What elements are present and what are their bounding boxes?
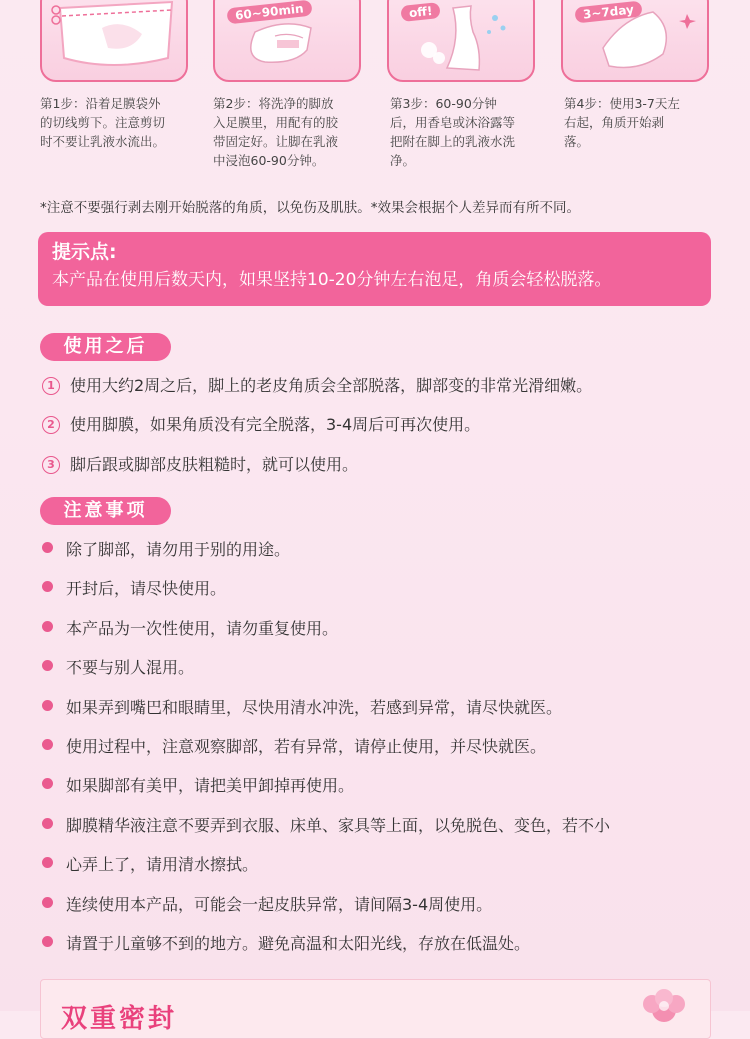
after-use-item (42, 374, 732, 398)
step-4-line: 第4步：使用3-7天左 (564, 96, 680, 111)
double-seal-title: 双重密封 (61, 1004, 178, 1034)
caution-item (42, 656, 732, 680)
tip-title: 提示点: (52, 241, 117, 263)
disclaimer-note: *注意不要强行剥去刚开始脱落的角质，以免伤及肌肤。*效果会根据个人差异而有所不同。 (40, 200, 580, 216)
bullet-dot-icon (42, 936, 53, 947)
caution-text: 除了脚部，请勿用于别的用途。 (66, 540, 291, 559)
step-3-illustration (387, 0, 535, 82)
caution-item (42, 774, 732, 798)
step-4-tag: 3~7day (574, 1, 642, 24)
number-badge: 2 (42, 416, 60, 434)
step-1-line: 的切线剪下。注意剪切 (40, 115, 166, 130)
caution-item (42, 577, 732, 601)
step-3-line: 第3步：60-90分钟 (390, 96, 497, 111)
after-use-header: 使用之后 (40, 333, 171, 361)
foot-in-mask-icon (215, 0, 363, 84)
bullet-dot-icon (42, 700, 53, 711)
caution-item (42, 853, 732, 877)
caution-item (42, 932, 732, 956)
caution-text: 不要与别人混用。 (66, 658, 195, 677)
tip-body: 本产品在使用后数天内，如果坚持10-20分钟左右泡足，角质会轻松脱落。 (52, 270, 612, 290)
step-3-line: 净。 (390, 153, 416, 168)
bullet-dot-icon (42, 897, 53, 908)
caution-text: 连续使用本产品，可能会一起皮肤异常，请间隔3-4周使用。 (66, 895, 493, 914)
step-2-text (213, 94, 363, 170)
usage-steps (0, 0, 750, 180)
step-3-line: 把附在脚上的乳液水洗 (390, 134, 516, 149)
after-use-item (42, 413, 732, 437)
step-2-tag: 60~90min (226, 0, 312, 24)
bullet-dot-icon (42, 818, 53, 829)
bullet-dot-icon (42, 857, 53, 868)
step-4-illustration (561, 0, 709, 82)
after-use-item-text: 使用脚膜，如果角质没有完全脱落，3-4周后可再次使用。 (70, 415, 481, 434)
washing-feet-icon (389, 0, 537, 84)
caution-text: 心弄上了，请用清水擦拭。 (66, 855, 259, 874)
step-3-text (390, 94, 540, 170)
caution-text: 开封后，请尽快使用。 (66, 579, 227, 598)
step-2-illustration (213, 0, 361, 82)
step-4-line: 落。 (564, 134, 590, 149)
step-1-illustration (40, 0, 188, 82)
bullet-dot-icon (42, 542, 53, 553)
step-1-line: 第1步：沿着足膜袋外 (40, 96, 161, 111)
number-badge: 3 (42, 456, 60, 474)
step-2-line: 带固定好。让脚在乳液 (213, 134, 339, 149)
caution-item (42, 814, 732, 838)
caution-item (42, 735, 732, 759)
cautions-header: 注意事项 (40, 497, 171, 525)
bullet-dot-icon (42, 621, 53, 632)
after-use-item (42, 453, 732, 477)
step-1-text (40, 94, 190, 151)
step-2-line: 入足膜里，用配有的胶 (213, 115, 339, 130)
caution-text: 脚膜精华液注意不要弄到衣服、床单、家具等上面，以免脱色、变色，若不小 (66, 816, 611, 835)
caution-text: 如果脚部有美甲，请把美甲卸掉再使用。 (66, 776, 355, 795)
bullet-dot-icon (42, 739, 53, 750)
step-2-line: 中浸泡60-90分钟。 (213, 153, 325, 168)
caution-text: 使用过程中，注意观察脚部，若有异常，请停止使用，并尽快就医。 (66, 737, 547, 756)
step-4-text (564, 94, 714, 151)
step-4-line: 右起，角质开始剥 (564, 115, 665, 130)
step-3-line: 后，用香皂或沐浴露等 (390, 115, 516, 130)
step-2-line: 第2步：将洗净的脚放 (213, 96, 334, 111)
after-use-item-text: 脚后跟或脚部皮肤粗糙时，就可以使用。 (70, 455, 359, 474)
bullet-dot-icon (42, 660, 53, 671)
tip-box (38, 232, 711, 306)
peeling-foot-icon (563, 0, 711, 84)
step-1-line: 时不要让乳液水流出。 (40, 134, 166, 149)
caution-text: 请置于儿童够不到的地方。避免高温和太阳光线，存放在低温处。 (66, 934, 531, 953)
caution-item (42, 617, 732, 641)
caution-item (42, 538, 732, 562)
caution-item (42, 696, 732, 720)
after-use-item-text: 使用大约2周之后，脚上的老皮角质会全部脱落，脚部变的非常光滑细嫩。 (70, 376, 593, 395)
number-badge: 1 (42, 377, 60, 395)
step-3-tag: off! (400, 2, 441, 22)
caution-text: 如果弄到嘴巴和眼睛里，尽快用清水冲洗，若感到异常，请尽快就医。 (66, 698, 563, 717)
scissors-foot-mask-icon (42, 0, 190, 84)
caution-item (42, 893, 732, 917)
double-seal-panel (40, 979, 711, 1039)
bullet-dot-icon (42, 581, 53, 592)
bullet-dot-icon (42, 778, 53, 789)
caution-text: 本产品为一次性使用，请勿重复使用。 (66, 619, 339, 638)
flower-icon (638, 988, 690, 1028)
